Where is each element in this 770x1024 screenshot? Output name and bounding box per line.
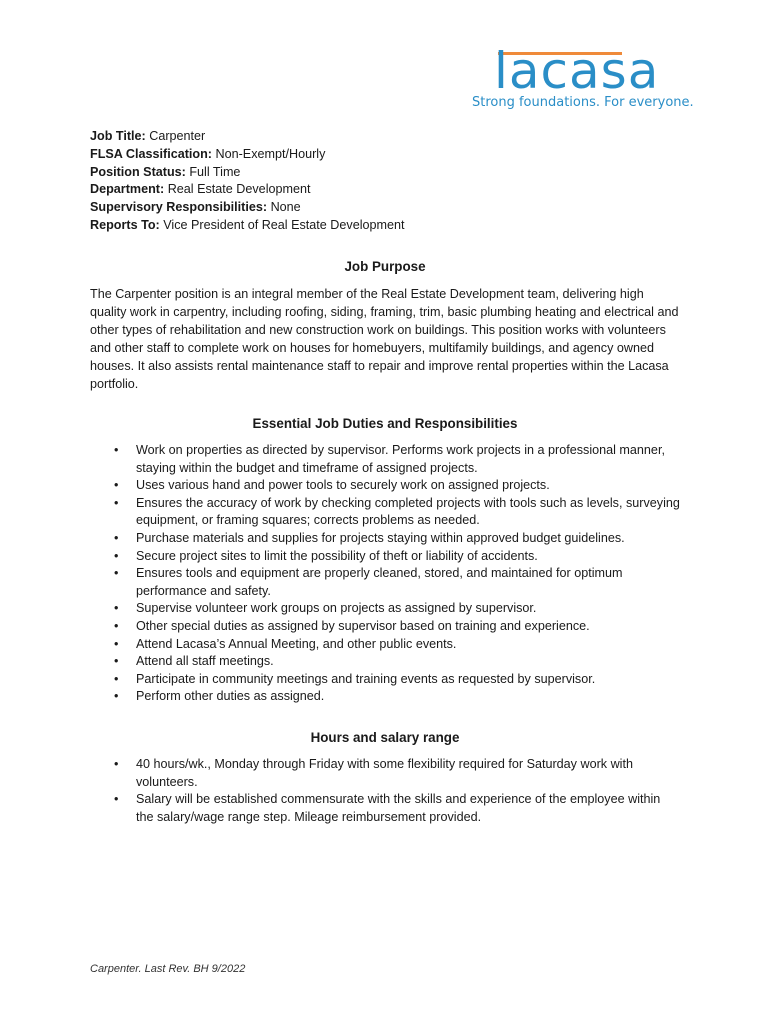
list-item: • 40 hours/wk., Monday through Friday with some flexibility required for Saturday work with volunteers. bbox=[90, 756, 680, 791]
meta-position-status: Position Status: Full Time bbox=[90, 164, 241, 179]
duties-heading: Essential Job Duties and Responsibilities bbox=[252, 416, 518, 431]
list-item: • Other special duties as assigned by supervisor based on training and experience. bbox=[90, 618, 680, 636]
logo-wordmark: lacasa bbox=[494, 42, 660, 100]
meta-reports-to: Reports To: Vice President of Real Estate Development bbox=[90, 217, 405, 232]
list-item: • Attend Lacasa’s Annual Meeting, and other public events. bbox=[90, 636, 680, 654]
job-meta bbox=[90, 128, 405, 235]
list-item: • Work on properties as directed by supervisor. Performs work projects in a professional manner, staying within the budget and timeframe of assigned projects. bbox=[90, 442, 680, 477]
list-item: • Supervise volunteer work groups on projects as assigned by supervisor. bbox=[90, 600, 680, 618]
list-item: • Ensures the accuracy of work by checking completed projects with tools such as levels, surveying equipment, or framing squares; corrects problems as needed. bbox=[90, 495, 680, 530]
list-item: • Salary will be established commensurate with the skills and experience of the employee within the salary/wage range step. Mileage reimbursement provided. bbox=[90, 791, 680, 826]
duties-list bbox=[90, 442, 680, 706]
list-item: • Perform other duties as assigned. bbox=[90, 688, 680, 706]
footer-revision: Carpenter. Last Rev. BH 9/2022 bbox=[90, 963, 246, 975]
meta-supervisory: Supervisory Responsibilities: None bbox=[90, 200, 301, 215]
list-item: • Ensures tools and equipment are properly cleaned, stored, and maintained for optimum performance and safety. bbox=[90, 565, 680, 600]
list-item: • Participate in community meetings and training events as requested by supervisor. bbox=[90, 671, 680, 689]
meta-flsa: FLSA Classification: Non-Exempt/Hourly bbox=[90, 146, 326, 161]
logo-tagline: Strong foundations. For everyone. bbox=[472, 95, 694, 110]
hours-heading: Hours and salary range bbox=[310, 730, 460, 745]
meta-job-title: Job Title: Carpenter bbox=[90, 129, 206, 143]
hours-list bbox=[90, 756, 680, 826]
list-item: • Uses various hand and power tools to securely work on assigned projects. bbox=[90, 477, 680, 495]
list-item: • Purchase materials and supplies for projects staying within approved budget guidelines. bbox=[90, 530, 680, 548]
list-item: • Secure project sites to limit the possibility of theft or liability of accidents. bbox=[90, 548, 680, 566]
job-purpose-heading: Job Purpose bbox=[344, 259, 426, 274]
list-item: • Attend all staff meetings. bbox=[90, 653, 680, 671]
meta-department: Department: Real Estate Development bbox=[90, 182, 311, 197]
job-purpose-text: The Carpenter position is an integral member of the Real Estate Development team, delivering high quality work in carpentry, including roofing, siding, framing, trim, basic plumbing heating and electrical and other types of rehabilitation and new construction work on buildings. This position works with volunteers and other staff to complete work on houses for homebuyers, multifamily buildings, and agency owned houses. It also assists rental maintenance staff to repair and improve rental properties within the Lacasa portfolio. bbox=[90, 287, 679, 391]
